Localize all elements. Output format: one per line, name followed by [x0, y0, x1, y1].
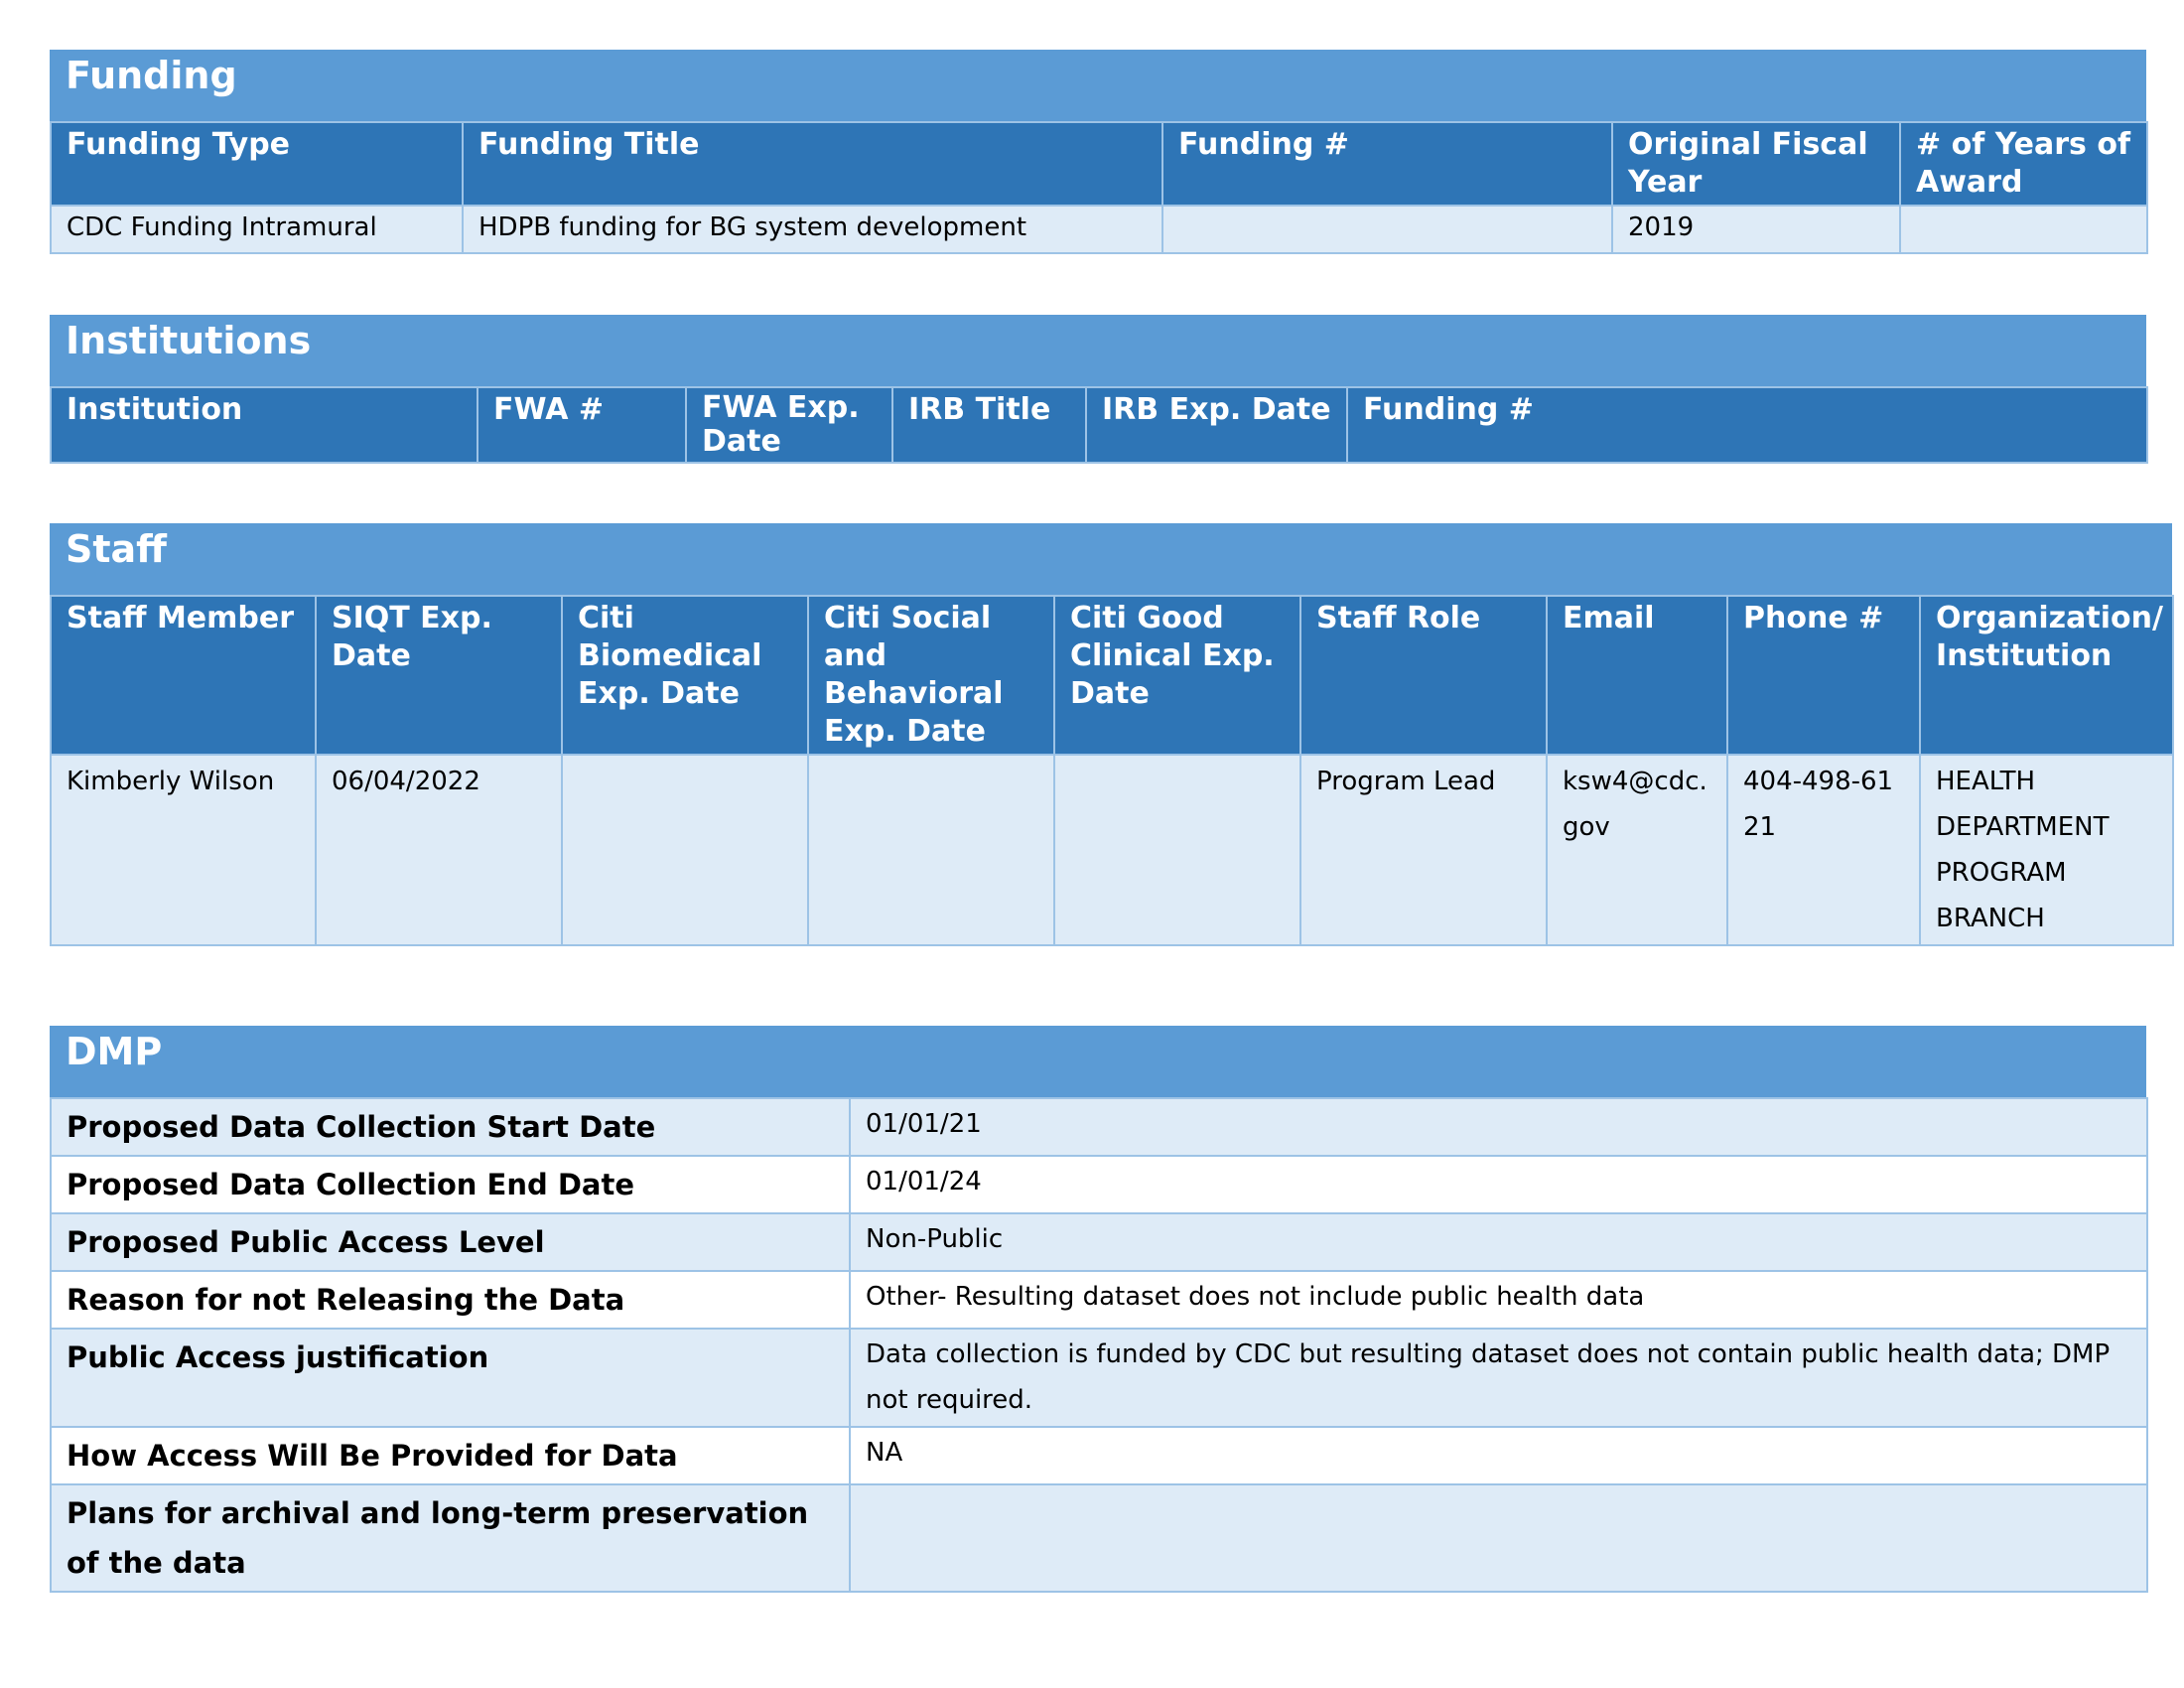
table-row [51, 1098, 2147, 1156]
funding-header-title: Funding Title [463, 122, 1162, 206]
funding-years-cell [1900, 206, 2147, 253]
dmp-value [850, 1484, 2147, 1592]
dmp-value: 01/01/21 [850, 1098, 2147, 1156]
table-row [51, 755, 2173, 945]
staff-header-organization: Organization/ Institution [1920, 596, 2173, 755]
funding-header-years: # of Years of Award [1900, 122, 2147, 206]
institutions-header-irb-title: IRB Title [892, 387, 1086, 463]
dmp-label: Proposed Data Collection Start Date [51, 1098, 850, 1156]
institutions-header-institution: Institution [51, 387, 478, 463]
staff-header-siqt: SIQT Exp. Date [316, 596, 562, 755]
dmp-section [50, 1026, 2146, 1593]
staff-table [50, 595, 2174, 946]
dmp-label: Plans for archival and long-term preservation of the data [51, 1484, 850, 1592]
table-row [51, 1156, 2147, 1213]
staff-member-cell: Kimberly Wilson [51, 755, 316, 945]
staff-header-email: Email [1547, 596, 1727, 755]
staff-email-cell: ksw4@cdc.gov [1547, 755, 1727, 945]
staff-header-citi-clinical: Citi Good Clinical Exp. Date [1054, 596, 1300, 755]
staff-header-member: Staff Member [51, 596, 316, 755]
institutions-header-row [51, 387, 2147, 463]
staff-header-row [51, 596, 2173, 755]
funding-title-cell: HDPB funding for BG system development [463, 206, 1162, 253]
staff-siqt-cell: 06/04/2022 [316, 755, 562, 945]
staff-role-cell: Program Lead [1300, 755, 1547, 945]
table-row [51, 1427, 2147, 1484]
funding-type-cell: CDC Funding Intramural [51, 206, 463, 253]
dmp-value: Non-Public [850, 1213, 2147, 1271]
institutions-section [50, 315, 2146, 464]
staff-header-phone: Phone # [1727, 596, 1920, 755]
dmp-table [50, 1097, 2148, 1593]
staff-citi-clinical-cell [1054, 755, 1300, 945]
funding-fiscal-year-cell: 2019 [1612, 206, 1900, 253]
dmp-label: Proposed Public Access Level [51, 1213, 850, 1271]
staff-header-role: Staff Role [1300, 596, 1547, 755]
institutions-header-fwa-exp: FWA Exp. Date [686, 387, 892, 463]
funding-number-cell [1162, 206, 1612, 253]
institutions-header-funding: Funding # [1347, 387, 2147, 463]
staff-phone-cell: 404-498-6121 [1727, 755, 1920, 945]
dmp-label: How Access Will Be Provided for Data [51, 1427, 850, 1484]
dmp-value: Data collection is funded by CDC but resulting dataset does not contain public health data; DMP not required. [850, 1329, 2147, 1427]
table-row [51, 1484, 2147, 1592]
table-row [51, 206, 2147, 253]
funding-section [50, 50, 2146, 254]
funding-header-fiscal-year: Original Fiscal Year [1612, 122, 1900, 206]
dmp-value: NA [850, 1427, 2147, 1484]
staff-section [50, 523, 2172, 946]
dmp-section-title: DMP [50, 1026, 2146, 1097]
dmp-label: Reason for not Releasing the Data [51, 1271, 850, 1329]
table-row [51, 1271, 2147, 1329]
staff-header-citi-social: Citi Social and Behavioral Exp. Date [808, 596, 1054, 755]
dmp-value: 01/01/24 [850, 1156, 2147, 1213]
staff-header-citi-biomedical: Citi Biomedical Exp. Date [562, 596, 808, 755]
dmp-label: Public Access justification [51, 1329, 850, 1427]
staff-section-title: Staff [50, 523, 2172, 595]
institutions-header-fwa: FWA # [478, 387, 686, 463]
staff-citi-social-cell [808, 755, 1054, 945]
dmp-label: Proposed Data Collection End Date [51, 1156, 850, 1213]
dmp-value: Other- Resulting dataset does not include public health data [850, 1271, 2147, 1329]
staff-citi-biomedical-cell [562, 755, 808, 945]
funding-table [50, 121, 2148, 254]
funding-header-row [51, 122, 2147, 206]
staff-organization-cell: HEALTH DEPARTMENT PROGRAM BRANCH [1920, 755, 2173, 945]
table-row [51, 1213, 2147, 1271]
institutions-table [50, 386, 2148, 464]
institutions-header-irb-exp: IRB Exp. Date [1086, 387, 1347, 463]
funding-header-number: Funding # [1162, 122, 1612, 206]
funding-section-title: Funding [50, 50, 2146, 121]
table-row [51, 1329, 2147, 1427]
funding-header-type: Funding Type [51, 122, 463, 206]
institutions-section-title: Institutions [50, 315, 2146, 386]
